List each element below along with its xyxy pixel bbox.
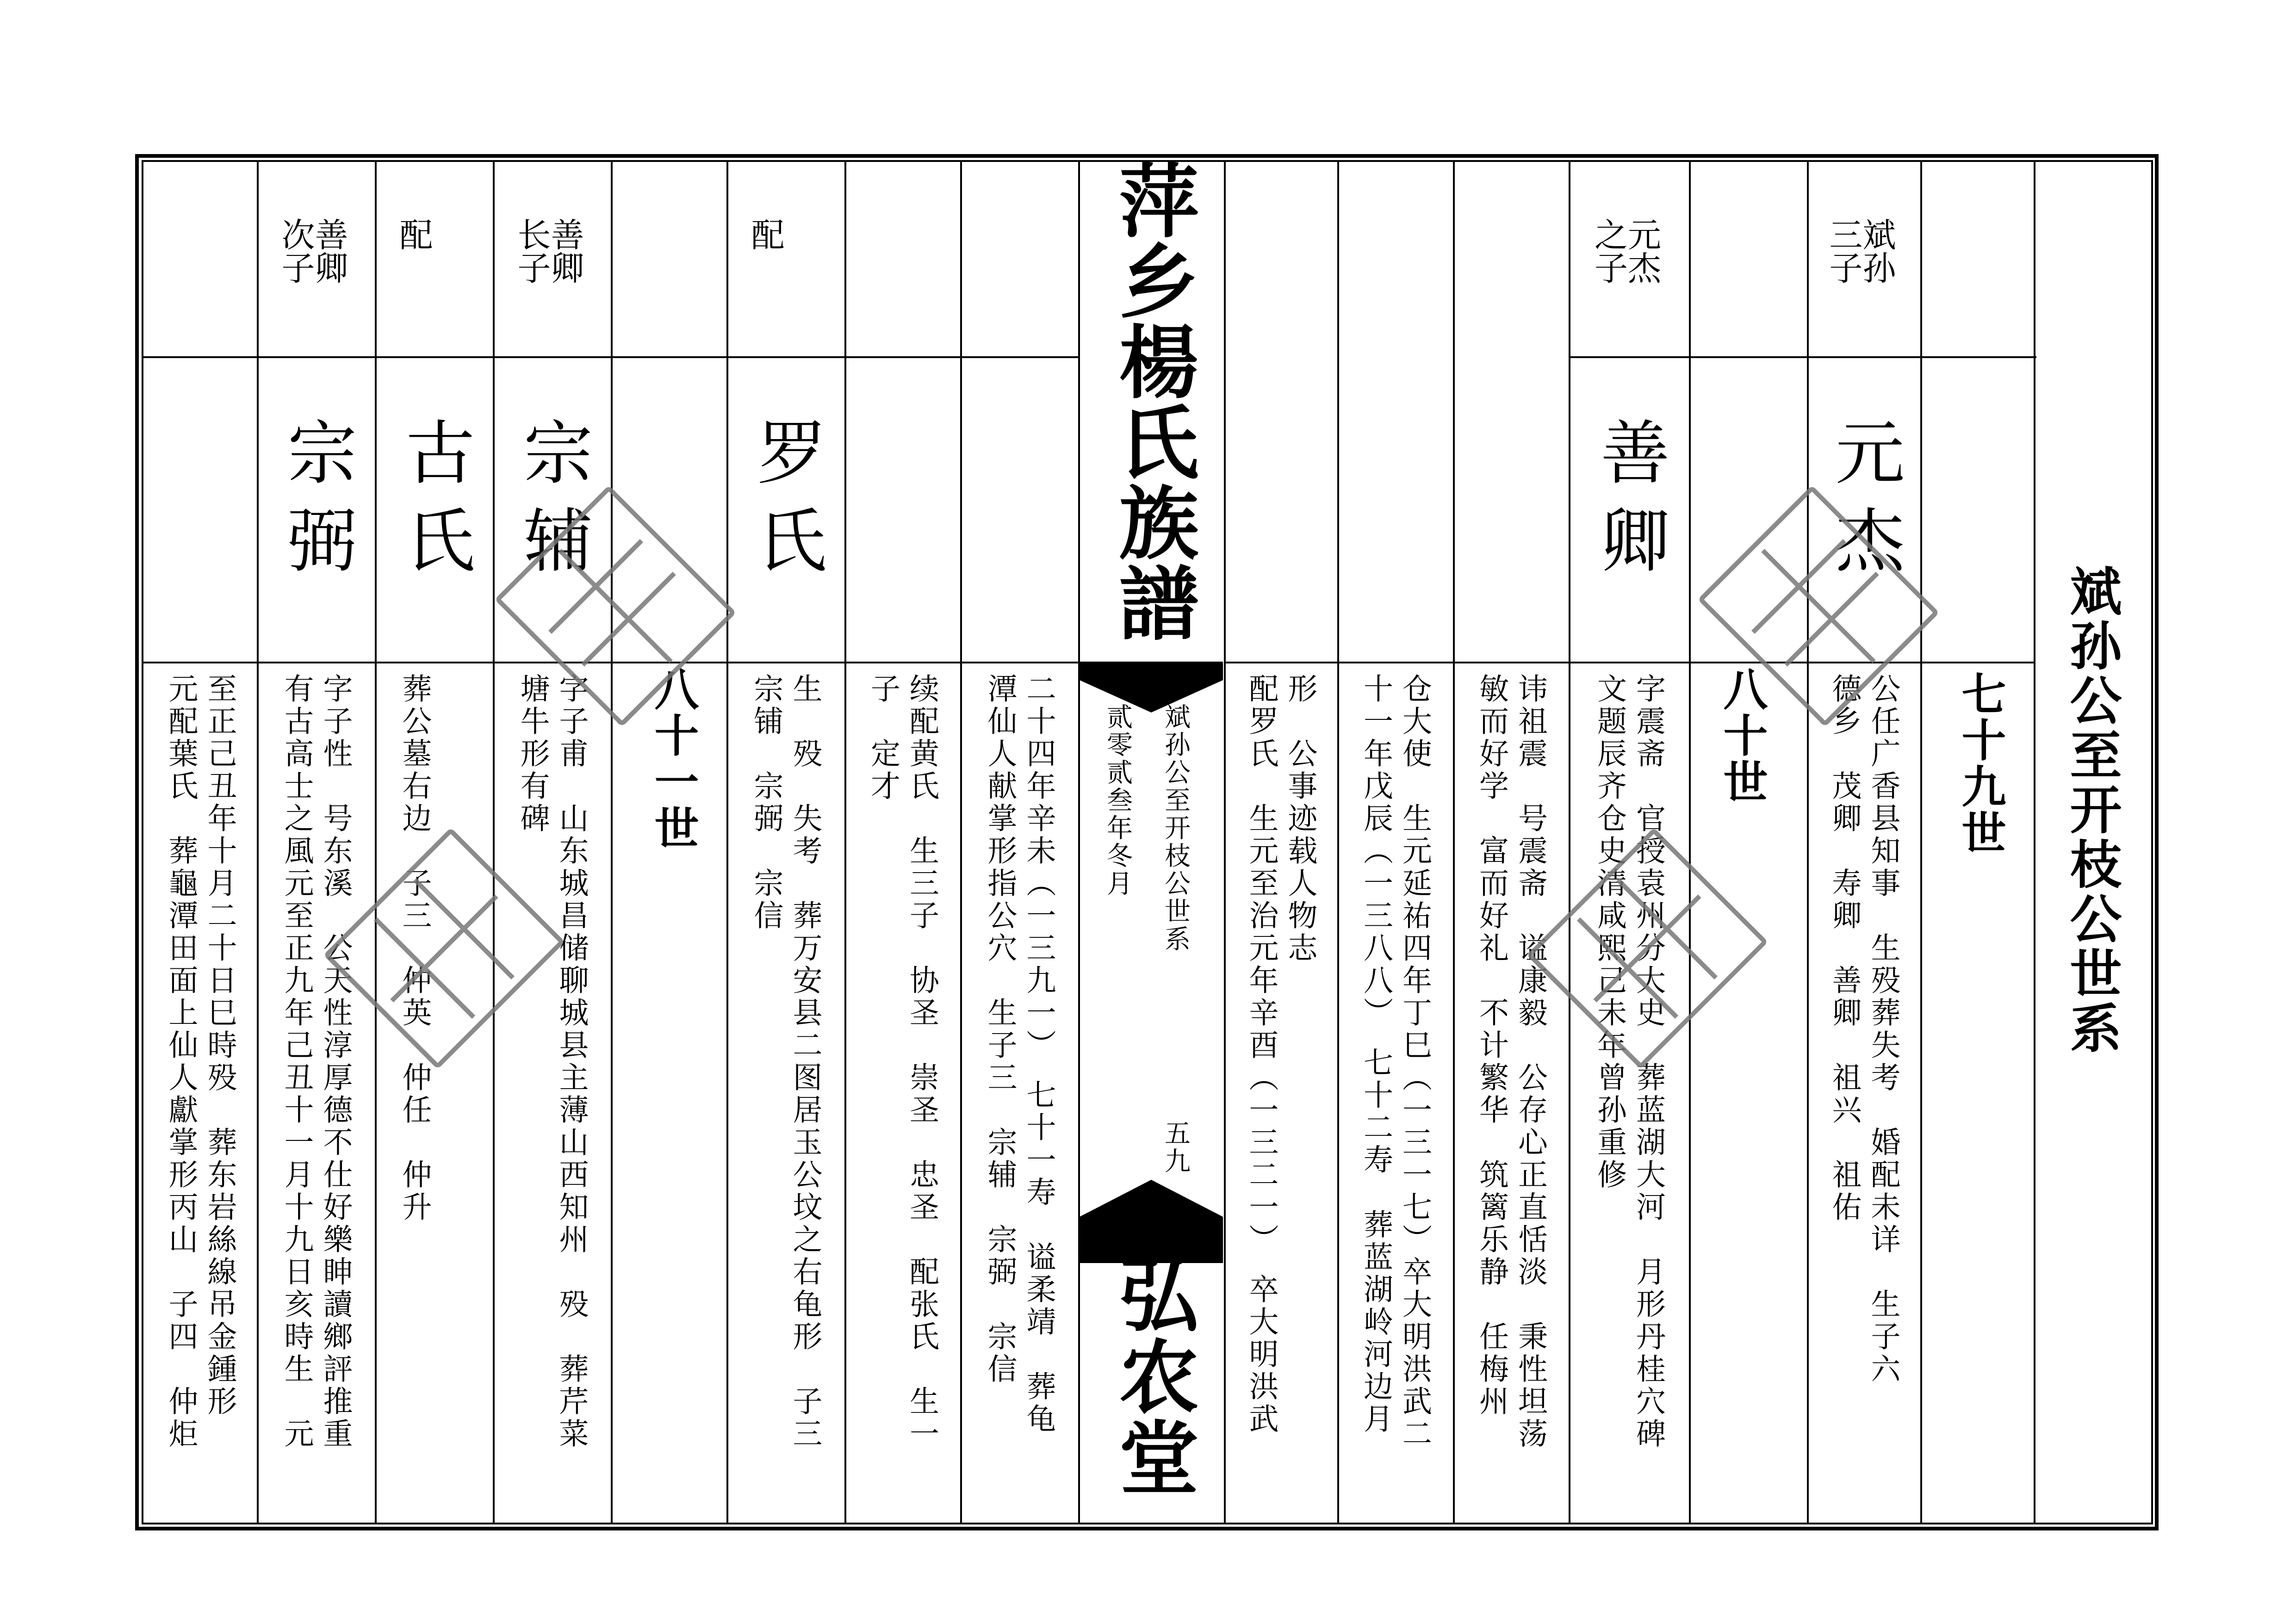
column-separator <box>611 162 613 1523</box>
page-number: 五九 <box>1160 1120 1191 1175</box>
column-separator <box>1689 162 1691 1523</box>
biography-text: 字震斋 官授袁州分大史 葬蓝湖大河 月形丹桂穴碑 文题辰齐仓史清咸熙己未年曾孙重修 <box>1592 673 1665 1450</box>
biography-text: 二十四年辛未（一三九一） 七十一寿 谥柔靖 葬龟 潭仙人献掌形指公穴 生子三 宗辅 宗弼 宗信 <box>982 673 1056 1436</box>
generation-81-label: 八十一世 <box>647 666 699 851</box>
relation-label: 元杰 之子 <box>1589 217 1661 284</box>
name-row-divider-left <box>143 662 1078 663</box>
hall-name: 弘农堂 <box>1106 1254 1199 1498</box>
column-separator <box>726 162 728 1523</box>
book-title: 萍乡楊氏族譜 <box>1106 160 1199 643</box>
biography-text: 生 殁 失考 葬万安县二图居玉公坟之右龟形 子三 宗铺 宗弼 宗信 <box>749 673 822 1450</box>
column-separator <box>493 162 495 1523</box>
column-separator <box>1337 162 1339 1523</box>
biography-text: 公任广香县知事 生殁葬失考 婚配未详 生子六 德乡 茂卿 寿卿 善卿 祖兴 祖佑 <box>1827 673 1900 1386</box>
name-row-divider-mid <box>1224 662 2034 663</box>
column-separator <box>1569 162 1570 1523</box>
relation-label: 善卿 次子 <box>276 217 348 284</box>
biography-text: 字子性 号东溪 公天性淳厚德不仕好樂眒讀鄉評推重 有古高士之風元至正九年己丑十一月十九日亥時生 元 <box>279 673 353 1450</box>
column-separator <box>960 162 962 1523</box>
generation-80-label: 八十世 <box>1716 666 1768 805</box>
column-separator <box>1807 162 1809 1523</box>
biography-text: 葬公墓右边 子三 仲英 仲任 仲升 <box>397 673 432 1224</box>
relation-label: 斌孙 三子 <box>1824 217 1896 284</box>
center-subtitle: 斌孙公至开枝公世系 <box>1160 703 1191 953</box>
center-date: 贰零贰叁年冬月 <box>1103 703 1133 898</box>
person-name: 古氏 <box>393 416 474 592</box>
header-row-divider-right <box>1689 356 2036 358</box>
relation-label: 配 <box>394 217 433 251</box>
biography-text: 字子甫 山东城昌储聊城县主薄山西知州 殁 葬芹菜 塘牛形有碑 <box>515 673 589 1450</box>
biography-text: 讳祖震 号震斋 谥康毅 公存心正直恬淡 秉性坦荡 敏而好学 富而好礼 不计繁华 筑篱乐静 任梅州 <box>1474 673 1547 1450</box>
column-separator <box>844 162 846 1523</box>
biography-text: 续配黄氏 生三子 协圣 崇圣 忠圣 配张氏 生一 子 定才 <box>866 673 939 1450</box>
relation-label: 善卿 长子 <box>512 217 584 284</box>
person-name: 善卿 <box>1589 416 1669 592</box>
column-separator <box>1453 162 1455 1523</box>
header-row-divider-mid <box>1569 356 1690 358</box>
column-separator <box>2034 162 2035 1523</box>
person-name: 宗辅 <box>511 416 592 592</box>
biography-text: 仓大使 生元延祐四年丁巳（一三一七）卒大明洪武二 十一年戊辰（一三八八） 七十二寿 葬蓝湖岭河边月 <box>1359 673 1432 1450</box>
section-title: 斌孙公至开枝公世系 <box>2061 564 2122 1056</box>
biography-text: 至正己丑年十月二十日巳時殁 葬东岩絲線吊金鍾形 元配葉氏 葬龜潭田面上仙人獻掌形丙山 子四 仲炬 <box>163 673 237 1450</box>
generation-79-label: 七十九世 <box>1955 671 2006 856</box>
column-separator <box>1920 162 1922 1523</box>
person-name: 罗氏 <box>745 416 826 592</box>
column-separator <box>375 162 377 1523</box>
column-separator <box>257 162 259 1523</box>
biography-text: 形 公事迹载人物志 配罗氏 生元至治元年辛酉（一三二一） 卒大明洪武 <box>1244 673 1317 1436</box>
header-row-divider-left <box>143 356 1078 358</box>
relation-label: 配 <box>745 217 785 251</box>
person-name: 元杰 <box>1823 416 1904 592</box>
person-name: 宗弼 <box>275 416 356 592</box>
column-separator <box>1224 162 1226 1523</box>
